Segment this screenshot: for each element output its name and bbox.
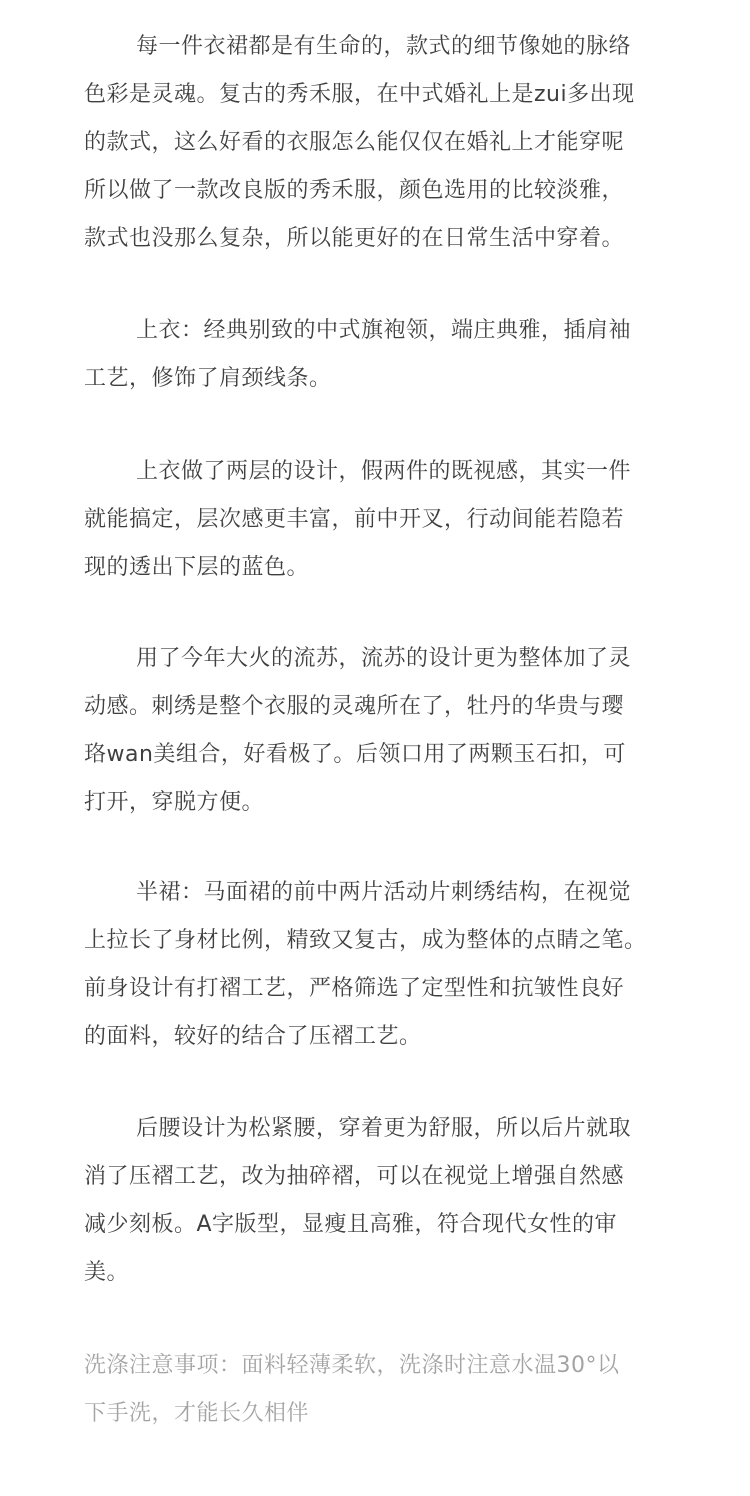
text-line: 美。 [84, 1260, 130, 1285]
care-note-line: 洗涤注意事项：面料轻薄柔软，洗涤时注意水温30°以 [84, 1353, 620, 1378]
text-line: 用了今年大火的流苏，流苏的设计更为整体加了灵 [136, 646, 632, 671]
text-line: 后腰设计为松紧腰，穿着更为舒服，所以后片就取 [136, 1116, 632, 1141]
skirt-paragraph [84, 869, 684, 1061]
top-collar-paragraph [84, 307, 684, 403]
text-line: 前身设计有打褶工艺，严格筛选了定型性和抗皱性良好 [84, 976, 625, 1001]
text-line: 半裙：马面裙的前中两片活动片刺绣结构，在视觉 [136, 880, 632, 905]
text-line: 色彩是灵魂。复古的秀禾服，在中式婚礼上是zui多出现 [84, 82, 635, 107]
text-line: 的款式，这么好看的衣服怎么能仅仅在婚礼上才能穿呢 [84, 130, 625, 155]
text-line: 打开，穿脱方便。 [84, 790, 265, 815]
text-line: 上衣做了两层的设计，假两件的既视感，其实一件 [136, 459, 632, 484]
text-line: 工艺，修饰了肩颈线条。 [84, 366, 332, 391]
text-line: 上拉长了身材比例，精致又复古，成为整体的点睛之笔。 [84, 928, 647, 953]
waist-paragraph [84, 1105, 684, 1297]
care-note [84, 1342, 684, 1438]
text-line: 减少刻板。A字版型，显瘦且高雅，符合现代女性的审 [84, 1212, 618, 1237]
text-line: 款式也没那么复杂，所以能更好的在日常生活中穿着。 [84, 226, 625, 251]
intro-paragraph [84, 23, 684, 263]
text-line: 现的透出下层的蓝色。 [84, 555, 310, 580]
top-layers-paragraph [84, 448, 684, 592]
text-line: 上衣：经典别致的中式旗袍领，端庄典雅，插肩袖 [136, 318, 632, 343]
text-line: 珞wan美组合，好看极了。后领口用了两颗玉石扣，可 [84, 742, 626, 767]
tassel-embroidery-paragraph [84, 635, 684, 827]
text-line: 的面料，较好的结合了压褶工艺。 [84, 1024, 422, 1049]
text-line: 就能搞定，层次感更丰富，前中开叉，行动间能若隐若 [84, 507, 625, 532]
text-line: 所以做了一款改良版的秀禾服，颜色选用的比较淡雅， [84, 178, 625, 203]
text-line: 每一件衣裙都是有生命的，款式的细节像她的脉络 [136, 34, 632, 59]
text-line: 动感。刺绣是整个衣服的灵魂所在了，牡丹的华贵与璎 [84, 694, 625, 719]
text-line: 消了压褶工艺，改为抽碎褶，可以在视觉上增强自然感 [84, 1164, 625, 1189]
care-note-line: 下手洗，才能长久相伴 [84, 1401, 310, 1426]
